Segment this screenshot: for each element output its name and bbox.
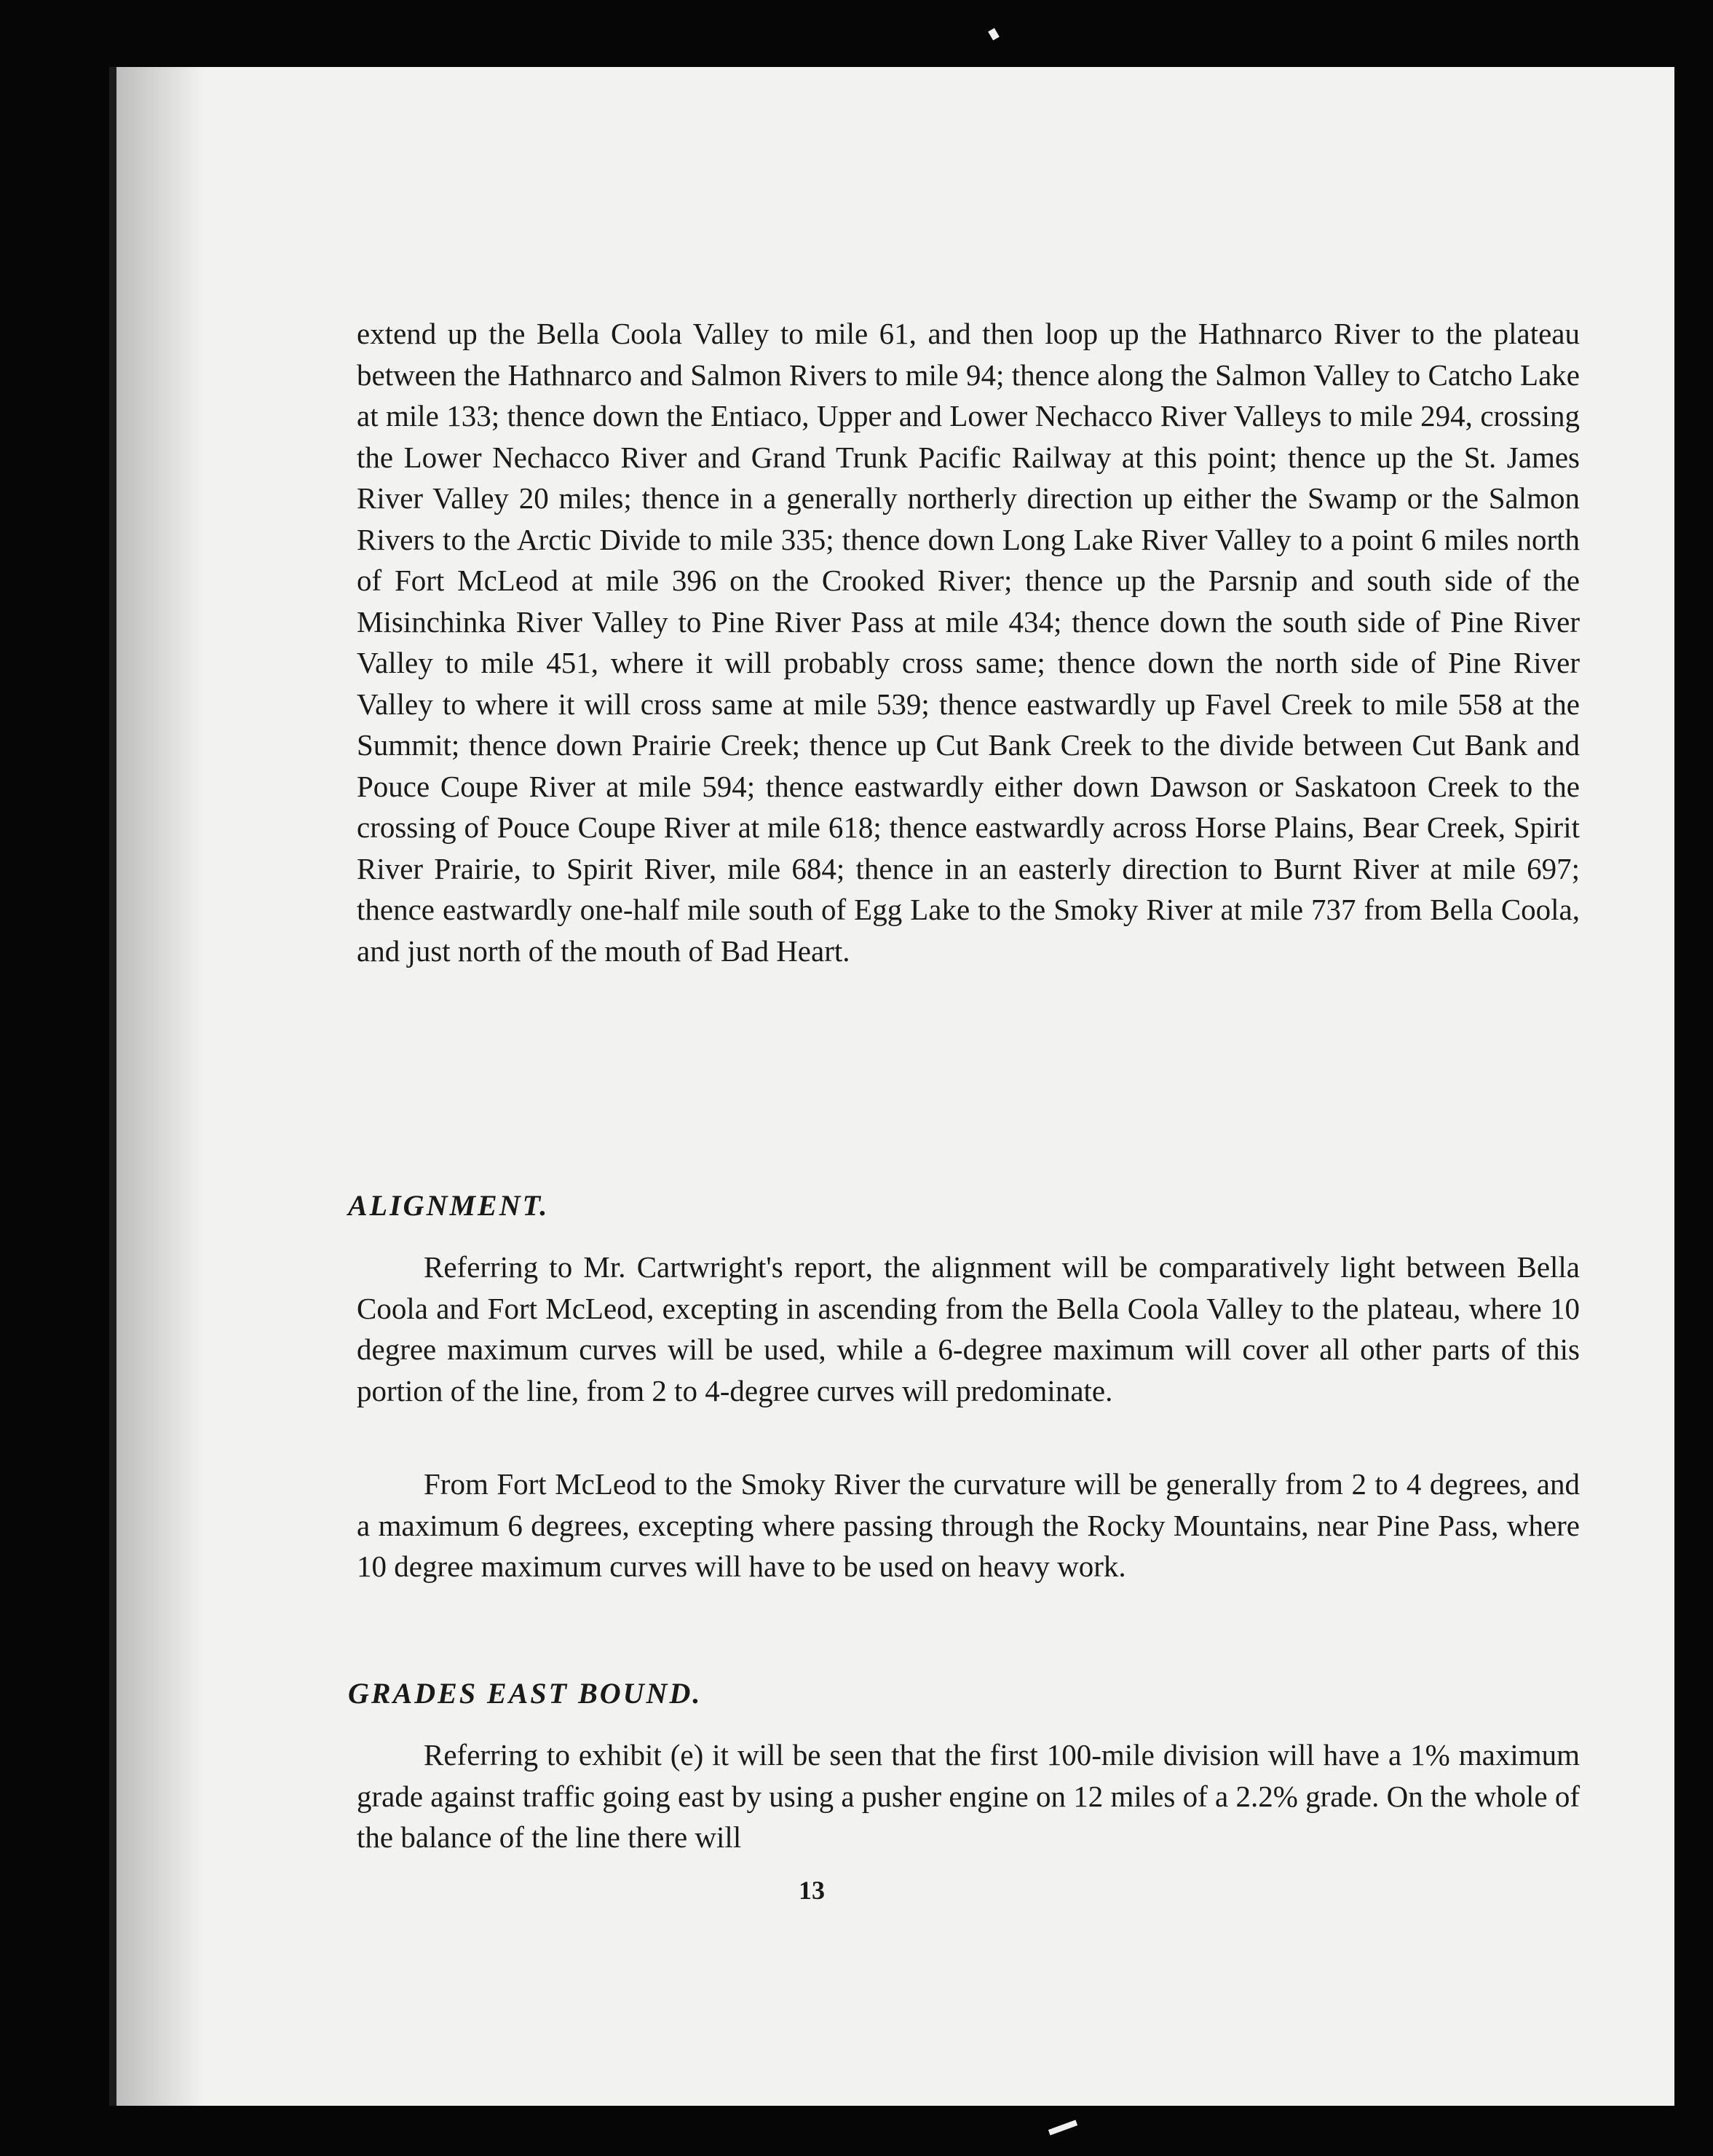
alignment-paragraph-2: From Fort McLeod to the Smoky River the curvature will be generally from 2 to 4 degrees, and a maximum 6 degrees, excepting where passing through the Rocky Mountains, near Pine Pass, where 10 degree maximum curves will have to be used on heavy work.	[357, 1467, 1580, 1583]
scan-speck	[988, 28, 1000, 40]
alignment-heading: ALIGNMENT.	[348, 1189, 550, 1222]
document-page	[109, 67, 1674, 2106]
page-number: 13	[799, 1876, 825, 1905]
grades-east-bound-heading: GRADES EAST BOUND.	[348, 1677, 703, 1710]
route-description-paragraph: extend up the Bella Coola Valley to mile 61, and then loop up the Hathnarco River to the plateau between the Hathnarco and Salmon Rivers to mile 94; thence along the Salmon Valley to Catcho Lake at mile 133; thence down the Entiaco, Upper and Lower Nechacco River Valleys to mile 294, crossing the Lower Nechacco River and Grand Trunk Pacific Railway at this point; thence up the St. James River Valley 20 miles; thence in a generally northerly direction up either the Swamp or the Salmon Rivers to the Arctic Divide to mile 335; thence down Long Lake River Valley to a point 6 miles north of Fort McLeod at mile 396 on the Crooked River; thence up the Parsnip and south side of the Misinchinka River Valley to Pine River Pass at mile 434; thence down the south side of Pine River Valley to mile 451, where it will probably cross same; thence down the north side of Pine River Valley to where it will cross same at mile 539; thence eastwardly up Favel Creek to mile 558 at the Summit; thence down Prairie Creek; thence up Cut Bank Creek to the divide between Cut Bank and Pouce Coupe River at mile 594; thence eastwardly either down Dawson or Saskatoon Creek to the crossing of Pouce Coupe River at mile 618; thence eastwardly across Horse Plains, Bear Creek, Spirit River Prairie, to Spirit River, mile 684; thence in an easterly direction to Burnt River at mile 697; thence eastwardly one-half mile south of Egg Lake to the Smoky River at mile 737 from Bella Coola, and just north of the mouth of Bad Heart.	[357, 317, 1580, 968]
binding-shadow	[116, 67, 204, 2106]
scan-speck	[1048, 2120, 1077, 2135]
grades-paragraph-1: Referring to exhibit (e) it will be seen that the first 100-mile division will have a 1% maximum grade against traffic going east by using a pusher engine on 12 miles of a 2.2% grade. On the whole of the balance of the line there will	[357, 1738, 1580, 1854]
alignment-paragraph-1: Referring to Mr. Cartwright's report, the alignment will be comparatively light between Bella Coola and Fort McLeod, excepting in ascending from the Bella Coola Valley to the plateau, where 10 degree maximum curves will be used, while a 6-degree maximum will cover all other parts of this portion of the line, from 2 to 4-degree curves will predominate.	[357, 1250, 1580, 1407]
